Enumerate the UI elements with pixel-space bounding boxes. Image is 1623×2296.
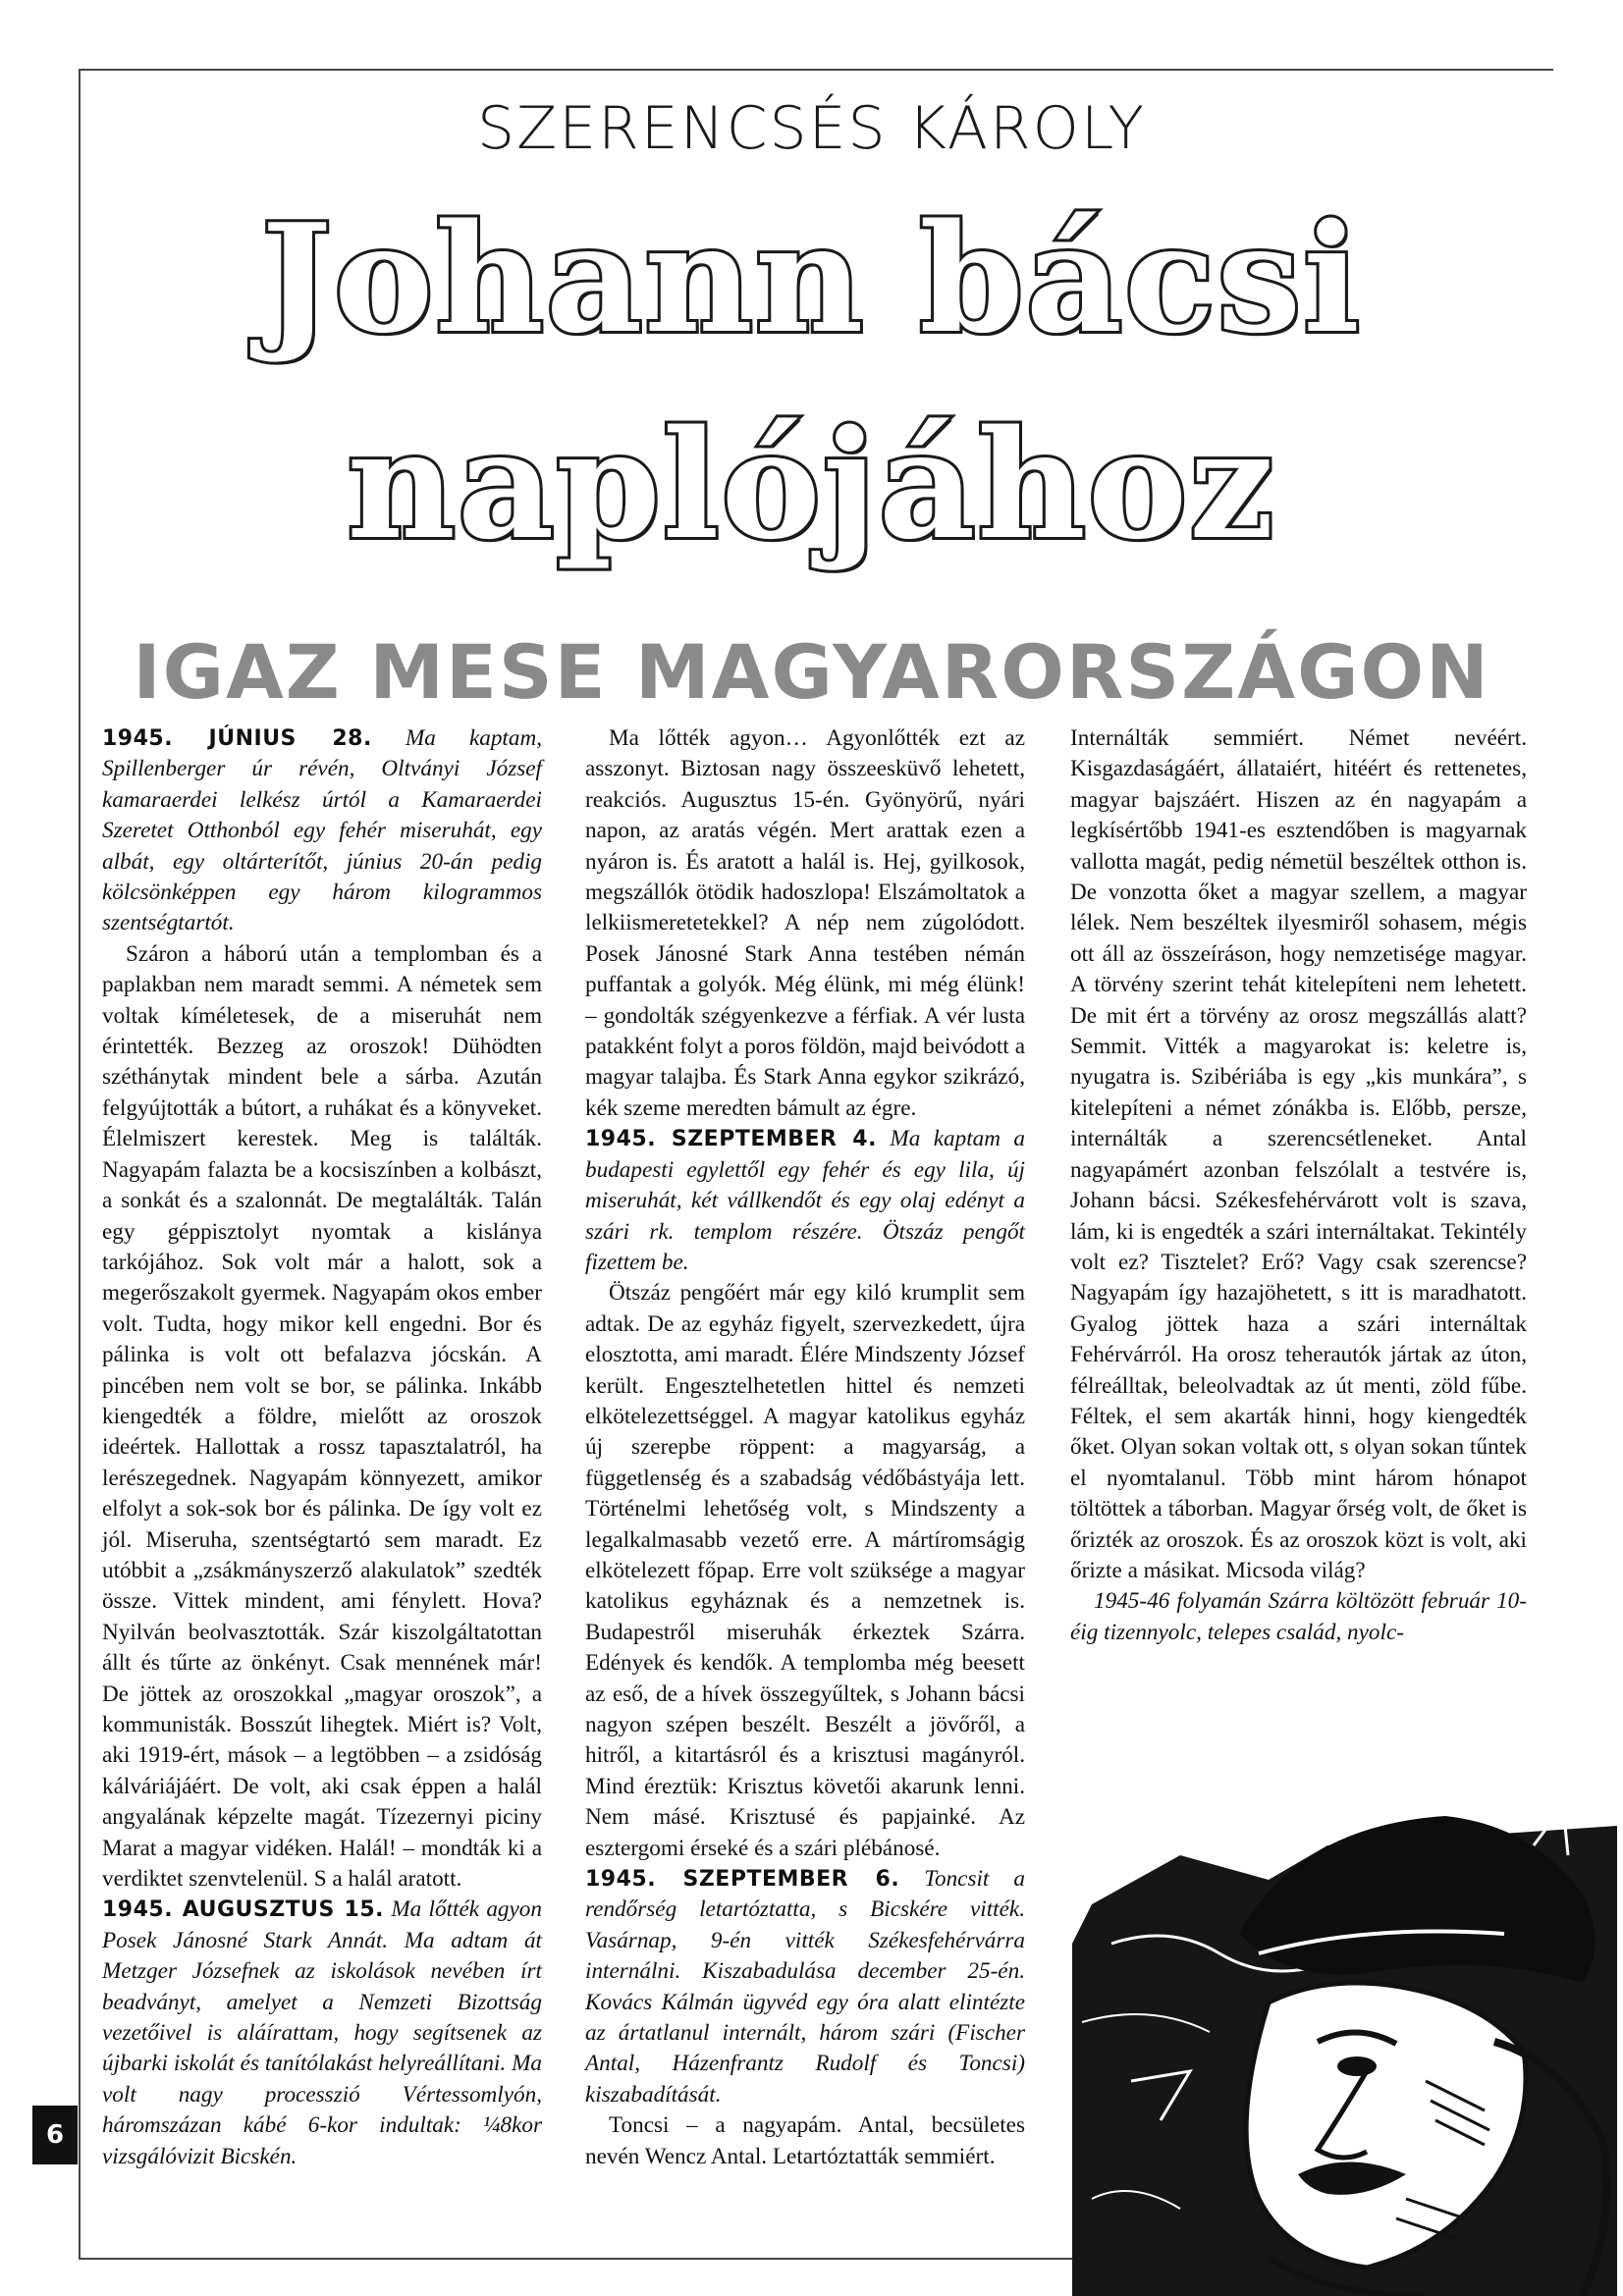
author-name: SZERENCSÉS KÁROLY (477, 94, 1146, 163)
portrait-illustration (1072, 1787, 1617, 2296)
entry-text: Ma kaptam, Spillenberger úr révén, Oltványi József kamaraerdei lelkész úrtól a Kamaraerdei Szeretet Otthonból egy fehér miseruhát, egy albát, egy oltárterítőt, június 20-án pedig kölcsönképpen egy három kilogrammos szentségtartót. (102, 725, 542, 936)
paragraph: 1945-46 folyamán Szárra költözött február 10-éig tizennyolc, telepes család, nyolc- (1070, 1588, 1527, 1645)
paragraph: Toncsi – a nagyapám. Antal, becsületes nevén Wencz Antal. Letartóztatták semmiért. (585, 2112, 1025, 2169)
diary-entry (585, 1864, 1025, 2110)
entry-date: 1945. AUGUSZTUS 15. (102, 1897, 385, 1923)
subtitle: IGAZ MESE MAGYARORSZÁGON (133, 628, 1490, 716)
entry-text: Ma lőtték agyon Posek Jánosné Stark Annát. Ma adtam át Metzger Józsefnek az iskolások nevében írt beadványt, amelyet a Nemzeti Bizottság vezetőivel is aláírattam, hogy segítsenek az újbarki iskolát és tanítólakást helyreállítani. Ma volt nagy processzió Vértessomlyón, háromszázan kábé 6-kor indultak: ¼8kor vizsgálóvizit Bicskén. (102, 1896, 542, 2169)
page-number: 6 (32, 2106, 78, 2164)
text-column-1 (102, 723, 542, 2172)
entry-date: 1945. JÚNIUS 28. (102, 726, 372, 751)
entry-text: Ma kaptam a budapesti egylettől egy fehér és egy lila, új miseruhát, két vállkendőt és egy olaj edényt a szári rk. templom részére. Ötszáz pengőt fizettem be. (585, 1126, 1026, 1275)
paragraph: Száron a háború után a templomban és a paplakban nem maradt semmi. A németek sem voltak kíméletesek, de a miseruhát nem érintették. Bezzeg az oroszok! Dühödten széthánytak mindent bele a sárba. Azután felgyújtották a bútort, a ruhákat és a könyveket. Élelmiszert kerestek. Meg is találták. Nagyapám falazta be a kocsiszínben a kolbászt, a sonkát és a szalonnát. De megtalálták. Talán egy géppisztolyt nyomtak a kislánya tarkójához. Sok volt már a halott, sok a megerőszakolt gyermek. Nagyapám okos ember volt. Tudta, hogy mikor kell engedni. Bor és pálinka is volt ott befalazva jócskán. A pincében nem volt se bor, se pálinka. Inkább kiengedték a földre, mielőtt az oroszok ideértek. Hallottak a rossz tapasztalatról, ha lerészegednek. Nagyapám könnyezett, amikor elfolyt a sok-sok bor és pálinka. De így volt ez jól. Miseruha, szentségtartó sem maradt. Ez utóbbit a „zsákmányszerző alakulatok” szedték össze. Vittek mindent, ami fénylett. Hova? Nyilván beolvasztották. Szár kiszolgáltatottan állt és tűrte az önkényt. Csak mennének már! De jöttek az oroszokkal „magyar oroszok”, a kommunisták. Bosszút lihegtek. Miért is? Volt, aki 1919-ért, mások – a legtöbben – a zsidóság kálváriájáért. De volt, aki csak éppen a halál angyalának képzelte magát. Tízezernyi piciny Marat a magyar vidéken. Halál! – mondták ki a verdiktet szenvtelenül. S a halál aratott. (102, 940, 542, 1893)
paragraph: Ötszáz pengőért már egy kiló krumplit sem adtak. De az egyház figyelt, szervezkedett, újra elosztotta, ami maradt. Élére Mindszenty József került. Engesztelhetetlen hittel és nemzeti elkötelezettséggel. A magyar katolikus egyház új szerepbe röppent: a magyarság, a függetlenség és a szabadság védőbástyája lett. Történelmi lehetőség volt, s Mindszenty a legalkalmasabb vezető erre. A mártíromságig elkötelezett főpap. Erre volt szüksége a magyar katolikus egyháznak és a nemzetnek is. Budapestről miseruhák érkeztek Szárra. Edények és kendők. A templomba még beesett az eső, de a hívek összegyűltek, s Johann bácsi nagyon szépen beszélt. Beszélt a jövőről, a hitről, a kitartásról és a krisztusi magányról. Mind éreztük: Krisztus követői akarunk lenni. Nem másé. Krisztusé és papjainké. Az esztergomi érseké és a szári plébánosé. (585, 1280, 1025, 1861)
title-line-1: Johann bácsi (261, 190, 1362, 366)
entry-date: 1945. SZEPTEMBER 4. (585, 1127, 877, 1152)
diary-entry (102, 723, 542, 939)
diary-entry (585, 1124, 1025, 1278)
entry-date: 1945. SZEPTEMBER 6. (585, 1867, 900, 1893)
text-column-3 (1070, 723, 1527, 1648)
entry-text: Toncsit a rendőrség letartóztatta, s Bicskére vitték. Vasárnap, 9-én vitték Székesfehérvárra internálni. Kiszabadulása december 25-én. Kovács Kálmán ügyvéd egy óra alatt elintézte az ártatlanul internált, három szári (Fischer Antal, Házenfrantz Rudolf és Toncsi) kiszabadítását. (585, 1866, 1026, 2108)
paragraph: Internálták semmiért. Német nevéért. Kisgazdaságáért, állataiért, hitéért és rettenetes, magyar bajszáért. Hiszen az én nagyapám a legkísértőbb 1941-es esztendőben is magyarnak vallotta magát, pedig németül beszéltek otthon is. De vonzotta őket a magyar szellem, a magyar lélek. Nem beszéltek ilyesmiről sohasem, mégis ott áll az összeíráson, hogy nemzetisége magyar. A törvény szerint tehát kitelepíteni nem lehetett. De mit ért a törvény az orosz megszállás alatt? Semmit. Vitték a magyarokat is: keletre is, nyugatra is. Szibériába is egy „kis munkára”, s kitelepíteni a német zónákba is. Előbb, persze, internálták a szerencsétleneket. Antal nagyapámért azonban felszólalt a testvére is, Johann bácsi. Székesfehérvárott volt is szava, lám, ki is engedték a szári internáltakat. Tekintély volt ez? Tisztelet? Erő? Vagy csak szerencse? Nagyapám így hazajöhetett, s itt is maradhatott. Gyalog jöttek haza a szári internáltak Fehérvárról. Ha orosz teherautók jártak az úton, félreálltak, beleolvadtak az út menti, zöld fűbe. Féltek, el sem akarták hinni, hogy kiengedték őket. Olyan sokan voltak ott, s olyan sokan tűntek el nyomtalanul. Több mint három hónapot töltöttek a táborban. Magyar őrség volt, de őket is őrizték az oroszok. És az oroszok közt is volt, aki őrizte a másikat. Micsoda világ? (1070, 725, 1527, 1583)
paragraph: Ma lőtték agyon… Agyonlőtték ezt az asszonyt. Biztosan nagy összeesküvő lehetett, reakciós. Augusztus 15-én. Gyönyörű, nyári napon, az aratás végén. Mert arattak ezen a nyáron is. És aratott a halál is. Hej, gyilkosok, megszállók ötödik hadoszlopa! Elszámoltatok a lelkiismeretetekkel? A nép nem zúgolódott. Posek Jánosné Stark Anna testében némán puffantak a golyók. Még élünk, mi még élünk! – gondolták szégyenkezve a férfiak. A vér lusta patakként folyt a poros földön, majd beivódott a magyar talajba. És Stark Anna egykor szikrázó, kék szeme meredten bámult az égre. (585, 725, 1025, 1121)
diary-entry (102, 1895, 542, 2172)
title-line-2: naplójához (347, 397, 1276, 572)
text-column-2 (585, 723, 1025, 2172)
